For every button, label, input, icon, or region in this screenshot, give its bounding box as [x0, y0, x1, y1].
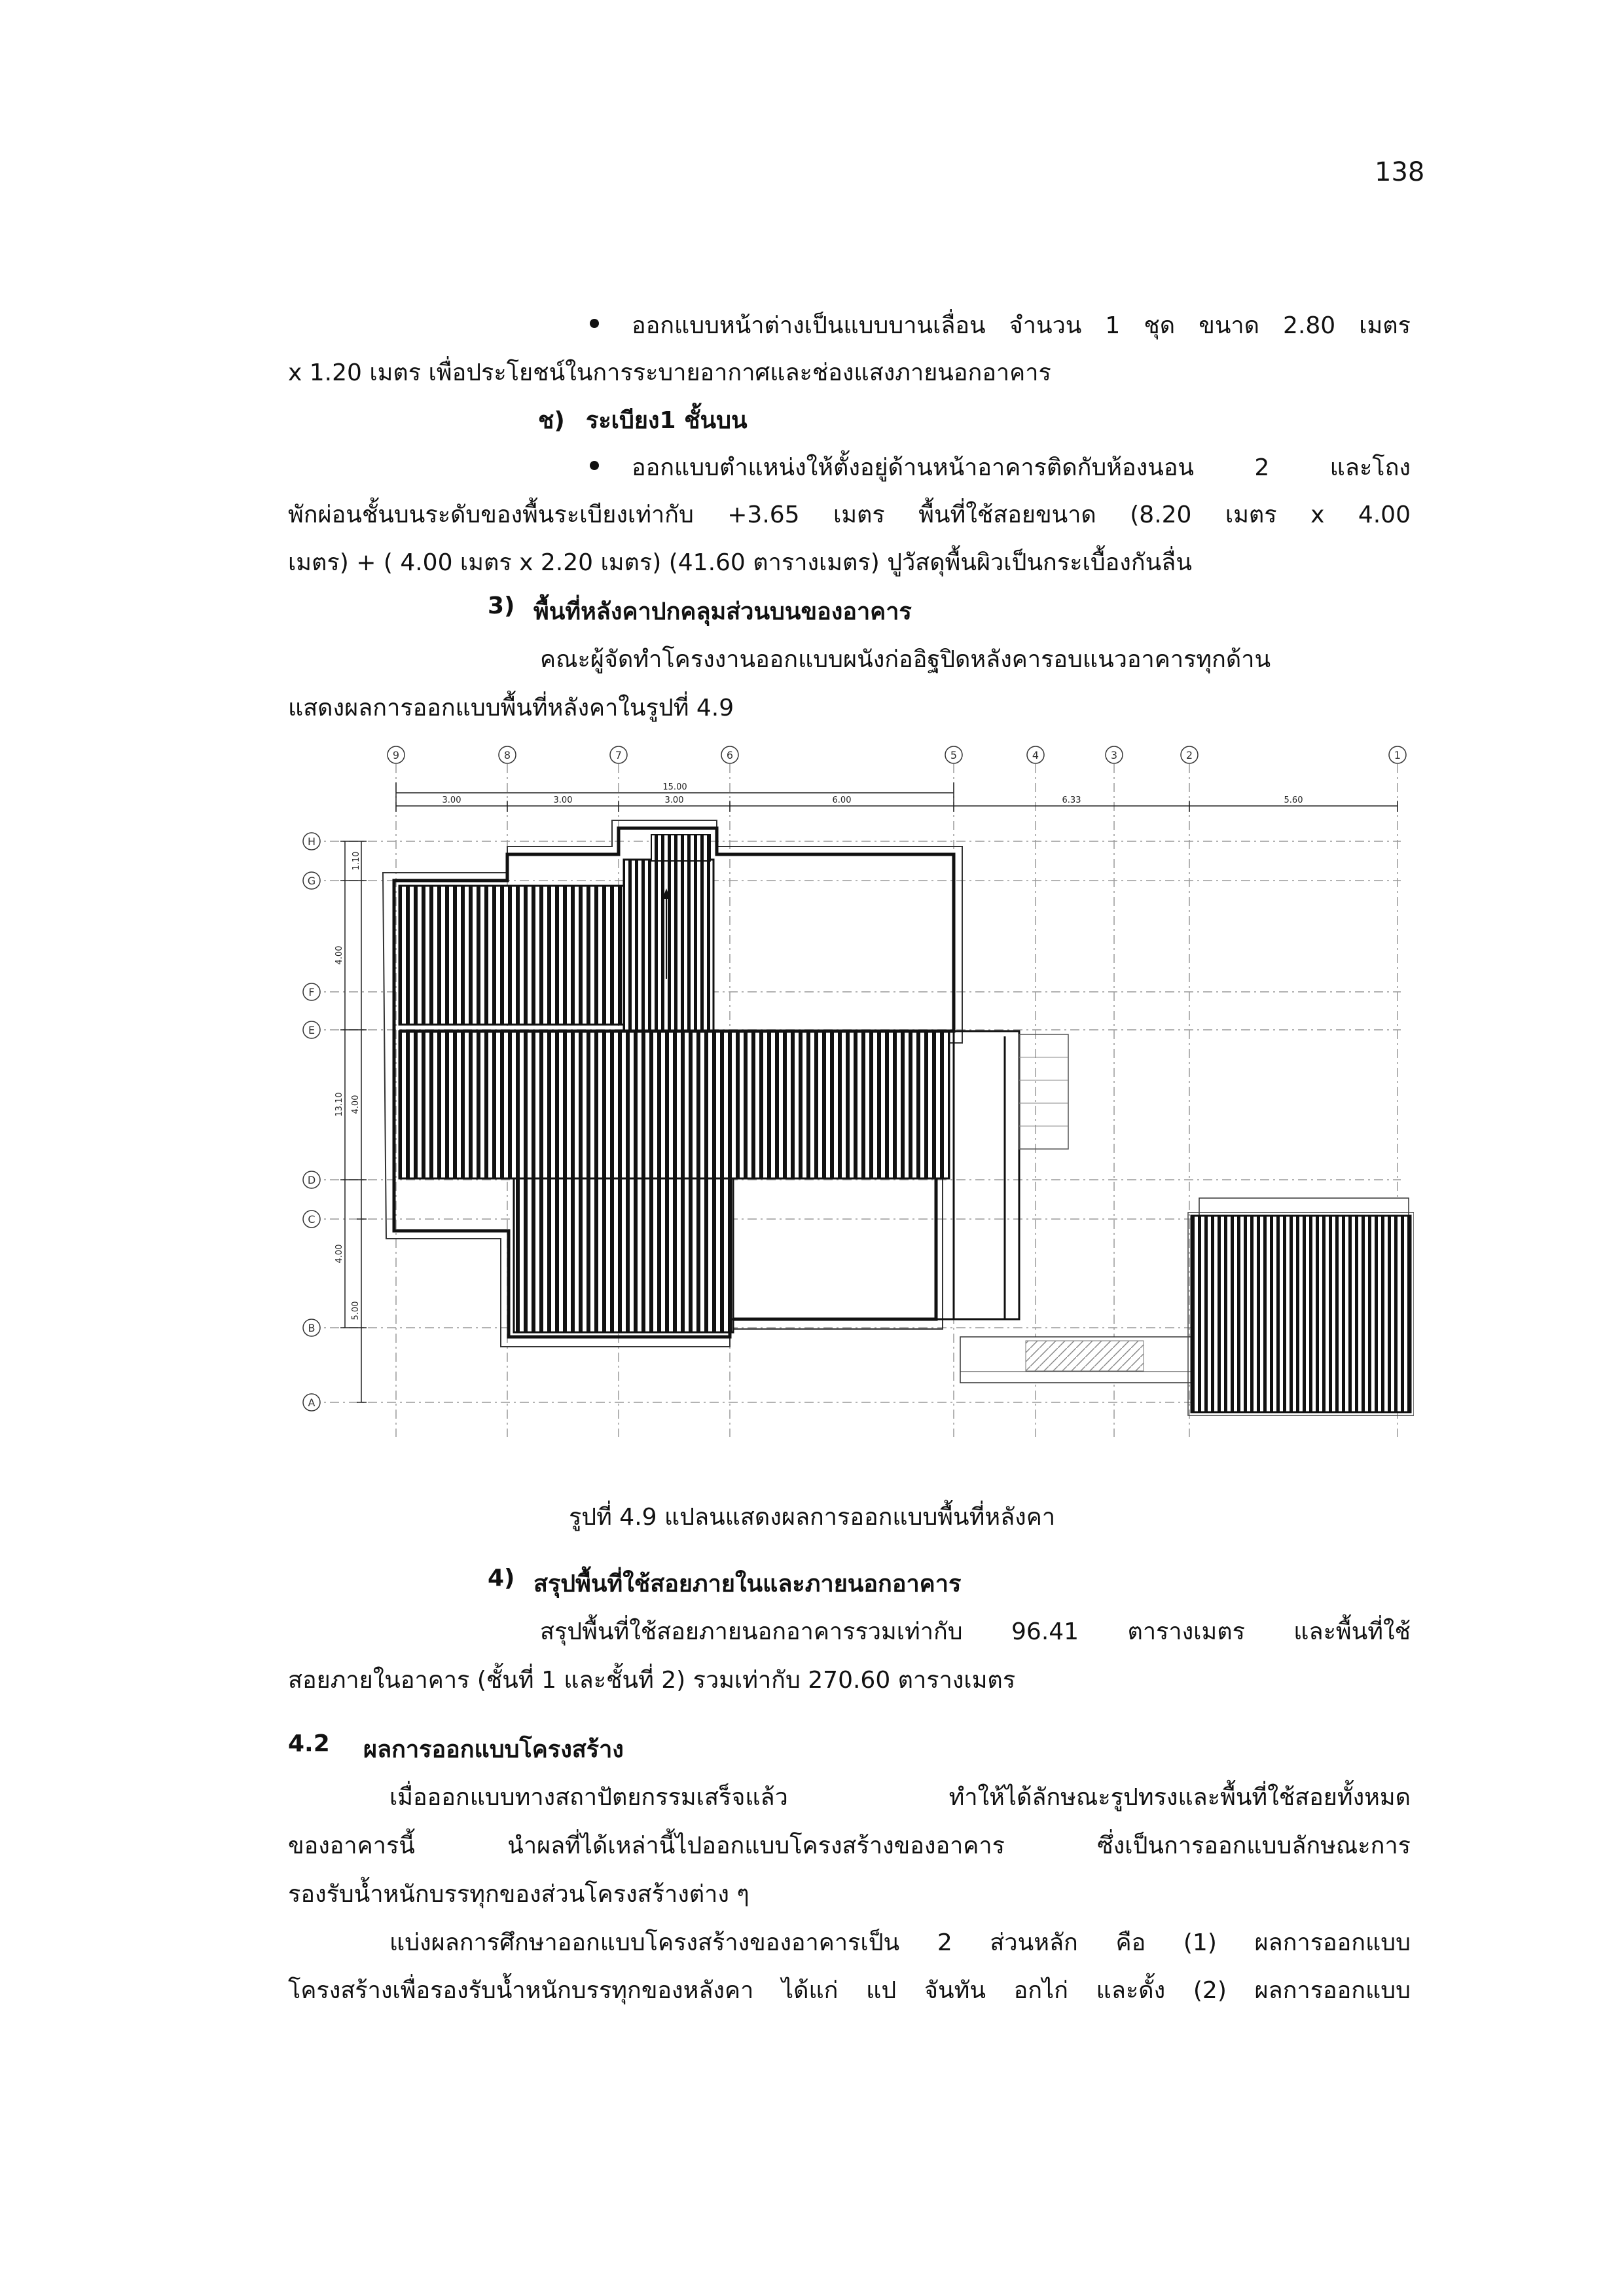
grid-bubble: [303, 983, 320, 1000]
grid-bubble: [1389, 746, 1406, 763]
svg-text:4: 4: [1032, 749, 1039, 761]
paragraph-line: ของอาคารนี้ นำผลที่ได้เหล่านี้ไปออกแบบโครงสร้างของอาคาร ซึ่งเป็นการออกแบบลักษณะการ: [288, 1832, 1411, 1859]
grid-bubble: [303, 1171, 320, 1188]
svg-text:8: 8: [503, 749, 511, 761]
paragraph-line: x 1.20 เมตร เพื่อประโยชน์ในการระบายอากาศและช่องแสงภายนอกอาคาร: [288, 359, 1051, 386]
grid-bubble: [388, 746, 405, 763]
grid-bubble: [1181, 746, 1198, 763]
carport-roof: [1188, 1198, 1414, 1415]
paragraph-line: รองรับน้ำหนักบรรทุกของส่วนโครงสร้างต่าง ๆ: [288, 1881, 749, 1908]
section-number: 4.2: [288, 1730, 330, 1757]
svg-text:B: B: [308, 1322, 316, 1334]
bullet-icon: [590, 461, 599, 470]
page-number: 138: [1375, 157, 1425, 187]
paragraph-line: เมตร) + ( 4.00 เมตร x 2.20 เมตร) (41.60 ตารางเมตร) ปูวัสดุพื้นผิวเป็นกระเบื้องกันลื่น: [288, 549, 1192, 576]
subheading-title: ระเบียง1 ชั้นบน: [586, 407, 748, 434]
svg-text:3: 3: [1110, 749, 1118, 761]
paragraph-line: แสดงผลการออกแบบพื้นที่หลังคาในรูปที่ 4.9: [288, 695, 734, 721]
svg-text:H: H: [307, 835, 316, 848]
dimension-label: 1.10: [352, 851, 361, 871]
paragraph-line: สอยภายในอาคาร (ชั้นที่ 1 และชั้นที่ 2) รวมเท่ากับ 270.60 ตารางเมตร: [288, 1667, 1016, 1694]
bullet-text-line: ออกแบบหน้าต่างเป็นแบบบานเลื่อน จำนวน 1 ชุด ขนาด 2.80 เมตร: [632, 312, 1411, 339]
grid-bubble: [499, 746, 516, 763]
dimension-label: 3.00: [442, 795, 461, 805]
subheading-marker: ช): [538, 407, 565, 434]
main-roof: [383, 820, 962, 1347]
figure-caption: รูปที่ 4.9 แปลนแสดงผลการออกแบบพื้นที่หลังคา: [568, 1504, 1056, 1531]
svg-text:9: 9: [392, 749, 400, 761]
paragraph-line: เมื่อออกแบบทางสถาปัตยกรรมเสร็จแล้ว ทำให้ได้ลักษณะรูปทรงและพื้นที่ใช้สอยทั้งหมด: [389, 1784, 1411, 1811]
dimension-label: 4.00: [334, 945, 344, 965]
svg-text:1: 1: [1394, 749, 1401, 761]
dimension-label: 6.33: [1062, 795, 1081, 805]
section-item-marker: 3): [488, 592, 515, 619]
grid-bubble: [303, 872, 320, 889]
svg-text:5: 5: [950, 749, 958, 761]
section-item-title: สรุปพื้นที่ใช้สอยภายในและภายนอกอาคาร: [533, 1571, 962, 1597]
paragraph-line: แบ่งผลการศึกษาออกแบบโครงสร้างของอาคารเป็น 2 ส่วนหลัก คือ (1) ผลการออกแบบ: [389, 1929, 1411, 1956]
dimension-label: 6.00: [832, 795, 852, 805]
paragraph-line: พักผ่อนชั้นบนระดับของพื้นระเบียงเท่ากับ +3.65 เมตร พื้นที่ใช้สอยขนาด (8.20 เมตร x 4.00: [288, 501, 1411, 528]
svg-text:G: G: [307, 875, 316, 887]
section-title: ผลการออกแบบโครงสร้าง: [363, 1736, 624, 1763]
top-dimension-lines: [396, 782, 1398, 812]
svg-text:A: A: [308, 1396, 316, 1409]
svg-text:6: 6: [726, 749, 734, 761]
bullet-text-line: ออกแบบตำแหน่งให้ตั้งอยู่ด้านหน้าอาคารติดกับห้องนอน 2 และโถง: [632, 454, 1411, 481]
svg-text:F: F: [308, 986, 315, 998]
dimension-label: 3.00: [664, 795, 684, 805]
dimension-label: 5.00: [351, 1301, 361, 1321]
svg-text:D: D: [307, 1174, 316, 1186]
svg-text:C: C: [308, 1213, 316, 1226]
dimension-label: 13.10: [334, 1092, 344, 1117]
svg-text:7: 7: [615, 749, 623, 761]
svg-text:E: E: [308, 1024, 316, 1036]
section-item-marker: 4): [488, 1565, 515, 1592]
grid-bubble: [303, 1319, 320, 1336]
section-item-title: พื้นที่หลังคาปกคลุมส่วนบนของอาคาร: [533, 598, 912, 625]
grid-bubble: [721, 746, 738, 763]
paragraph-line: คณะผู้จัดทำโครงงานออกแบบผนังก่ออิฐปิดหลังคารอบแนวอาคารทุกด้าน: [540, 646, 1271, 673]
grid-bubble: [610, 746, 627, 763]
svg-text:2: 2: [1185, 749, 1193, 761]
paragraph-line: โครงสร้างเพื่อรองรับน้ำหนักบรรทุกของหลังคา ได้แก่ แป จันทัน อกไก่ และดั้ง (2) ผลการออกแบบ: [288, 1977, 1411, 2004]
grid-bubble: [1106, 746, 1123, 763]
paragraph-line: สรุปพื้นที่ใช้สอยภายนอกอาคารรวมเท่ากับ 96.41 ตารางเมตร และพื้นที่ใช้: [540, 1618, 1411, 1645]
dimension-label: 4.00: [334, 1244, 344, 1264]
grid-bubble: [1027, 746, 1044, 763]
roof-plan-drawing: [288, 743, 1414, 1457]
grid-bubble: [303, 1021, 320, 1038]
grid-bubble: [303, 1394, 320, 1411]
grid-bubble: [303, 1211, 320, 1228]
walkway: [960, 1337, 1196, 1383]
dimension-label: 3.00: [553, 795, 573, 805]
dimension-label: 5.60: [1284, 795, 1303, 805]
grid-bubble: [303, 833, 320, 850]
dimension-label: 15.00: [662, 782, 687, 792]
dimension-label: 4.00: [351, 1095, 361, 1114]
bullet-icon: [590, 319, 599, 328]
grid-bubble: [945, 746, 962, 763]
